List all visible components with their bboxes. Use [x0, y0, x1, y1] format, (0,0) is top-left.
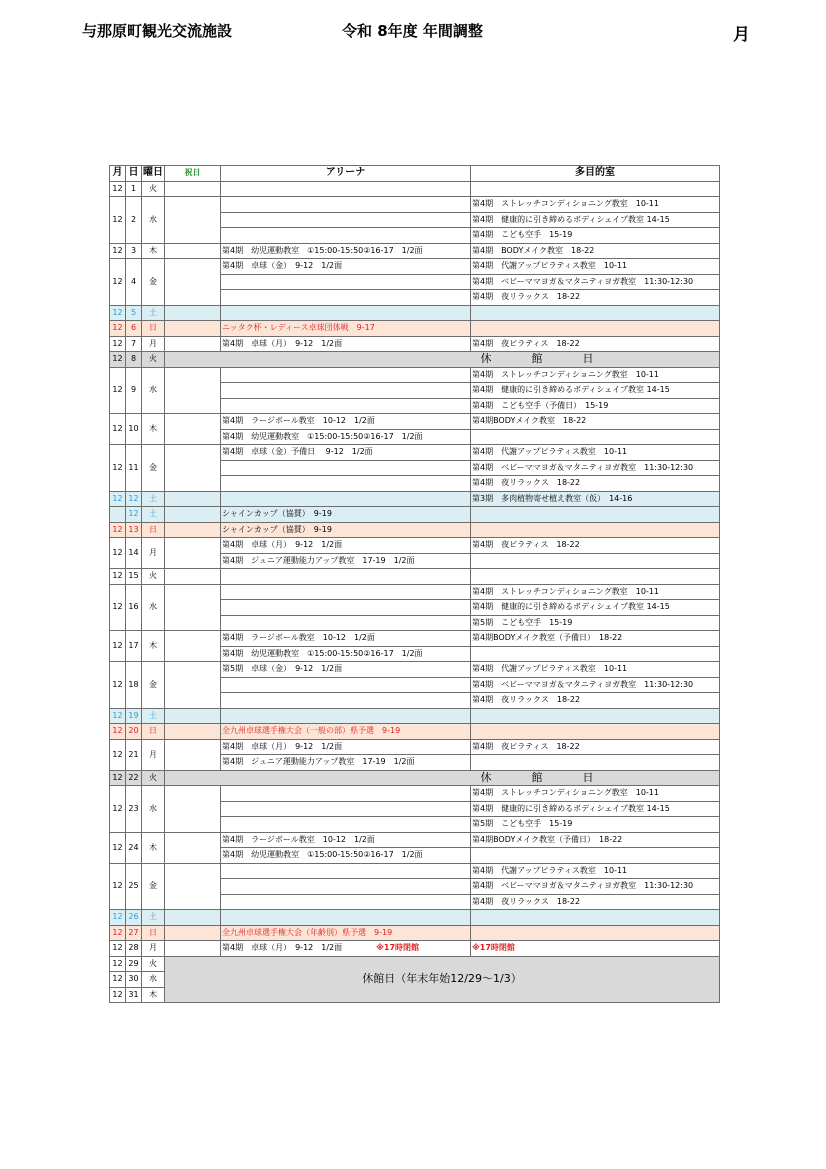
- cell-arena: 第4期 幼児運動教室 ①15:00-15:50②16-17 1/2面: [221, 429, 471, 445]
- table-row: [110, 863, 720, 879]
- cell-holiday: [165, 305, 221, 321]
- table-row: [110, 414, 720, 430]
- cell-month: 12: [110, 972, 126, 988]
- cell-room: 第4期BODYメイク教室（予備日） 18-22: [471, 631, 720, 647]
- table-row: [110, 569, 720, 585]
- cell-arena: 第4期 卓球（月） 9-12 1/2面: [221, 739, 471, 755]
- cell-month: 12: [110, 631, 126, 662]
- cell-day: 23: [126, 786, 142, 833]
- cell-arena: [221, 894, 471, 910]
- cell-holiday: [165, 367, 221, 414]
- cell-room: 第4期 夜ピラティス 18-22: [471, 739, 720, 755]
- cell-arena: [221, 476, 471, 492]
- cell-month: 12: [110, 987, 126, 1003]
- cell-room: [471, 305, 720, 321]
- cell-arena: [221, 786, 471, 802]
- cell-room: [471, 755, 720, 771]
- cell-weekday: 日: [142, 925, 165, 941]
- cell-day: 28: [126, 941, 142, 957]
- cell-weekday: 日: [142, 724, 165, 740]
- cell-room: 第4期 健康的に引き締めるボディシェイプ教室 14-15: [471, 801, 720, 817]
- cell-holiday: [165, 739, 221, 770]
- cell-holiday: [165, 522, 221, 538]
- cell-weekday: 日: [142, 321, 165, 337]
- cell-holiday: [165, 445, 221, 492]
- cell-month: 12: [110, 925, 126, 941]
- cell-arena: [221, 615, 471, 631]
- cell-weekday: 金: [142, 259, 165, 306]
- cell-arena: [221, 305, 471, 321]
- cell-room: 第4期 ストレッチコンディショニング教室 10-11: [471, 786, 720, 802]
- cell-day: 25: [126, 863, 142, 910]
- table-row: [110, 197, 720, 213]
- cell-arena: [221, 383, 471, 399]
- cell-arena: [221, 274, 471, 290]
- cell-arena: 第5期 卓球（金） 9-12 1/2面: [221, 662, 471, 678]
- cell-holiday: [165, 832, 221, 863]
- cell-month: 12: [110, 491, 126, 507]
- cell-room: 第4期 BODYメイク教室 18-22: [471, 243, 720, 259]
- cell-holiday: [165, 491, 221, 507]
- table-row: [110, 352, 720, 368]
- cell-room: 第4期 夜リラックス 18-22: [471, 290, 720, 306]
- table-row: [110, 321, 720, 337]
- cell-month: 12: [110, 724, 126, 740]
- cell-holiday: [165, 910, 221, 926]
- cell-room: 第4期 夜リラックス 18-22: [471, 693, 720, 709]
- cell-day: 29: [126, 956, 142, 972]
- cell-arena: [221, 801, 471, 817]
- month-label: 月: [733, 25, 750, 45]
- table-row: [110, 662, 720, 678]
- cell-room: 第4期 健康的に引き締めるボディシェイプ教室 14-15: [471, 383, 720, 399]
- cell-month: 12: [110, 786, 126, 833]
- cell-day: 12: [126, 491, 142, 507]
- arena-text: 第4期 卓球（月） 9-12 1/2面: [222, 943, 343, 953]
- cell-day: 18: [126, 662, 142, 709]
- cell-room: 第4期 夜ピラティス 18-22: [471, 336, 720, 352]
- cell-day: 6: [126, 321, 142, 337]
- cell-arena: 第4期 卓球（金） 9-12 1/2面: [221, 259, 471, 275]
- cell-room: [471, 553, 720, 569]
- cell-arena: [221, 863, 471, 879]
- cell-weekday: 火: [142, 956, 165, 972]
- cell-room: 第4期 ベビーママヨガ＆マタニティヨガ教室 11:30-12:30: [471, 677, 720, 693]
- cell-day: 27: [126, 925, 142, 941]
- closed-char: 館: [531, 352, 543, 366]
- cell-weekday: 水: [142, 584, 165, 631]
- cell-holiday: [165, 584, 221, 631]
- cell-weekday: 土: [142, 910, 165, 926]
- cell-arena: [221, 600, 471, 616]
- closed-char: 日: [582, 770, 594, 784]
- table-row: [110, 956, 720, 972]
- closed-char: 休: [480, 352, 492, 366]
- cell-weekday: 木: [142, 414, 165, 445]
- cell-arena: 第4期 ジュニア運動能力アップ教室 17-19 1/2面: [221, 553, 471, 569]
- cell-room: [471, 507, 720, 523]
- cell-arena: 第4期 卓球（月） 9-12 1/2面: [221, 336, 471, 352]
- cell-arena: [221, 584, 471, 600]
- cell-arena: [221, 693, 471, 709]
- table-row: [110, 631, 720, 647]
- cell-weekday: 金: [142, 445, 165, 492]
- cell-holiday: [165, 569, 221, 585]
- document-title: 令和 8年度 年間調整: [342, 22, 483, 40]
- cell-day: 26: [126, 910, 142, 926]
- cell-holiday: [165, 243, 221, 259]
- cell-day: 19: [126, 708, 142, 724]
- cell-arena: [221, 398, 471, 414]
- cell-room: 第5期 こども空手 15-19: [471, 615, 720, 631]
- cell-month: 12: [110, 941, 126, 957]
- table-row: [110, 832, 720, 848]
- table-row: [110, 925, 720, 941]
- cell-room: [471, 569, 720, 585]
- cell-arena: [221, 290, 471, 306]
- table-row: [110, 910, 720, 926]
- cell-weekday: 火: [142, 181, 165, 197]
- cell-month: 12: [110, 584, 126, 631]
- cell-weekday: 日: [142, 522, 165, 538]
- cell-room: [471, 181, 720, 197]
- cell-day: 9: [126, 367, 142, 414]
- cell-day: 11: [126, 445, 142, 492]
- cell-holiday: [165, 197, 221, 244]
- cell-arena: 第4期 ラージボール教室 10-12 1/2面: [221, 832, 471, 848]
- cell-holiday: [165, 414, 221, 445]
- cell-weekday: 木: [142, 832, 165, 863]
- cell-month: 12: [110, 662, 126, 709]
- cell-room: 第4期 ベビーママヨガ＆マタニティヨガ教室 11:30-12:30: [471, 460, 720, 476]
- cell-day: 8: [126, 352, 142, 368]
- cell-month: 12: [110, 445, 126, 492]
- closed-char: 日: [582, 352, 594, 366]
- table-row: [110, 708, 720, 724]
- table-row: [110, 584, 720, 600]
- cell-day: 30: [126, 972, 142, 988]
- cell-room: 第4期BODYメイク教室 18-22: [471, 414, 720, 430]
- col-room: 多目的室: [471, 166, 720, 182]
- cell-month: 12: [110, 708, 126, 724]
- cell-room: [471, 925, 720, 941]
- cell-month: 12: [110, 181, 126, 197]
- closed-char: 館: [531, 770, 543, 784]
- cell-weekday: 月: [142, 941, 165, 957]
- cell-weekday: 木: [142, 631, 165, 662]
- cell-arena: [221, 569, 471, 585]
- cell-room: 第4期 ベビーママヨガ＆マタニティヨガ教室 11:30-12:30: [471, 274, 720, 290]
- cell-holiday: [165, 538, 221, 569]
- cell-weekday: 金: [142, 662, 165, 709]
- cell-day: 13: [126, 522, 142, 538]
- cell-arena: 第4期 卓球（金）予備日 9-12 1/2面: [221, 445, 471, 461]
- cell-room: 第4期 ストレッチコンディショニング教室 10-11: [471, 584, 720, 600]
- cell-holiday: [165, 941, 221, 957]
- cell-holiday: [165, 321, 221, 337]
- cell-holiday: [165, 336, 221, 352]
- cell-room: 第4期 ストレッチコンディショニング教室 10-11: [471, 367, 720, 383]
- table-row: [110, 305, 720, 321]
- cell-weekday: 水: [142, 197, 165, 244]
- schedule-table: [109, 165, 720, 1003]
- cell-room: 第4期BODYメイク教室（予備日） 18-22: [471, 832, 720, 848]
- col-arena: アリーナ: [221, 166, 471, 182]
- table-row: [110, 538, 720, 554]
- cell-month: 12: [110, 522, 126, 538]
- cell-room: [471, 321, 720, 337]
- cell-arena: [221, 910, 471, 926]
- cell-arena: 第4期 幼児運動教室 ①15:00-15:50②16-17 1/2面: [221, 848, 471, 864]
- cell-month: 12: [110, 770, 126, 786]
- cell-day: 15: [126, 569, 142, 585]
- cell-day: 1: [126, 181, 142, 197]
- cell-arena: 全九州卓球選手権大会（一般の部）県予選 9-19: [221, 724, 471, 740]
- cell-room: 第4期 代謝アップピラティス教室 10-11: [471, 259, 720, 275]
- cell-room: 第4期 こども空手 15-19: [471, 228, 720, 244]
- cell-holiday: [165, 708, 221, 724]
- cell-month: 12: [110, 569, 126, 585]
- cell-day: 21: [126, 739, 142, 770]
- cell-arena: [221, 817, 471, 833]
- cell-arena: [221, 491, 471, 507]
- cell-weekday: 木: [142, 987, 165, 1003]
- cell-day: 2: [126, 197, 142, 244]
- cell-arena: 第4期 ジュニア運動能力アップ教室 17-19 1/2面: [221, 755, 471, 771]
- cell-arena: [221, 708, 471, 724]
- cell-weekday: 火: [142, 770, 165, 786]
- cell-day: 22: [126, 770, 142, 786]
- cell-day: 20: [126, 724, 142, 740]
- cell-month: 12: [110, 243, 126, 259]
- cell-room: 第5期 こども空手 15-19: [471, 817, 720, 833]
- early-close-note: ※17時閉館: [376, 943, 420, 953]
- cell-room: [471, 910, 720, 926]
- cell-arena: [221, 367, 471, 383]
- cell-arena: 第4期 幼児運動教室 ①15:00-15:50②16-17 1/2面: [221, 646, 471, 662]
- cell-month: 12: [110, 832, 126, 863]
- cell-holiday: [165, 631, 221, 662]
- closed-day-cell: [165, 352, 720, 368]
- table-row: [110, 491, 720, 507]
- cell-arena: 第4期 ラージボール教室 10-12 1/2面: [221, 631, 471, 647]
- cell-month: 12: [110, 197, 126, 244]
- cell-room: 第4期 夜リラックス 18-22: [471, 476, 720, 492]
- cell-arena: ニッタク杯・レディース卓球団体戦 9-17: [221, 321, 471, 337]
- cell-day: 7: [126, 336, 142, 352]
- cell-room: 第4期 代謝アップピラティス教室 10-11: [471, 662, 720, 678]
- cell-holiday: [165, 786, 221, 833]
- table-header-row: [110, 166, 720, 182]
- cell-month: 12: [110, 863, 126, 910]
- cell-day: 17: [126, 631, 142, 662]
- cell-holiday: [165, 507, 221, 523]
- cell-weekday: 金: [142, 863, 165, 910]
- cell-arena: [221, 879, 471, 895]
- cell-month: 12: [110, 352, 126, 368]
- cell-arena: シャインカップ（協賛） 9-19: [221, 522, 471, 538]
- cell-arena: [221, 212, 471, 228]
- cell-month: 12: [110, 321, 126, 337]
- cell-room: 第4期 夜ピラティス 18-22: [471, 538, 720, 554]
- cell-day: 3: [126, 243, 142, 259]
- table-row: [110, 724, 720, 740]
- cell-month: 12: [110, 305, 126, 321]
- cell-weekday: 木: [142, 243, 165, 259]
- cell-arena: [221, 941, 471, 957]
- table-row: [110, 507, 720, 523]
- cell-arena: [221, 197, 471, 213]
- cell-day: 10: [126, 414, 142, 445]
- cell-month: 12: [110, 910, 126, 926]
- cell-weekday: 月: [142, 538, 165, 569]
- cell-month: 12: [110, 956, 126, 972]
- year-end-closed-cell: 休館日（年末年始12/29～1/3）: [165, 956, 720, 1003]
- cell-room: 第3期 多肉植物寄せ植え教室（仮） 14-16: [471, 491, 720, 507]
- table-row: [110, 259, 720, 275]
- cell-month: [110, 507, 126, 523]
- cell-weekday: 水: [142, 367, 165, 414]
- cell-room: 第4期 夜リラックス 18-22: [471, 894, 720, 910]
- cell-room: 第4期 こども空手（予備日） 15-19: [471, 398, 720, 414]
- col-day: 日: [126, 166, 142, 182]
- cell-room: [471, 848, 720, 864]
- cell-weekday: 土: [142, 491, 165, 507]
- cell-day: 14: [126, 538, 142, 569]
- cell-weekday: 水: [142, 972, 165, 988]
- cell-room: 第4期 代謝アップピラティス教室 10-11: [471, 863, 720, 879]
- cell-holiday: [165, 724, 221, 740]
- cell-day: 12: [126, 507, 142, 523]
- cell-room: [471, 522, 720, 538]
- cell-weekday: 火: [142, 352, 165, 368]
- cell-room: [471, 708, 720, 724]
- cell-room: 第4期 ベビーママヨガ＆マタニティヨガ教室 11:30-12:30: [471, 879, 720, 895]
- cell-room: [471, 941, 720, 957]
- cell-arena: 第4期 卓球（月） 9-12 1/2面: [221, 538, 471, 554]
- cell-room: 第4期 健康的に引き締めるボディシェイプ教室 14-15: [471, 212, 720, 228]
- table-row: [110, 367, 720, 383]
- closed-char: 休: [480, 770, 492, 784]
- cell-month: 12: [110, 739, 126, 770]
- cell-weekday: 火: [142, 569, 165, 585]
- cell-weekday: 土: [142, 708, 165, 724]
- col-holiday: 祝日: [165, 166, 221, 182]
- cell-weekday: 月: [142, 739, 165, 770]
- table-row: [110, 181, 720, 197]
- cell-arena: [221, 677, 471, 693]
- cell-day: 16: [126, 584, 142, 631]
- cell-room: [471, 429, 720, 445]
- cell-holiday: [165, 181, 221, 197]
- cell-room: 第4期 健康的に引き締めるボディシェイプ教室 14-15: [471, 600, 720, 616]
- table-row: [110, 941, 720, 957]
- cell-month: 12: [110, 414, 126, 445]
- cell-room: [471, 724, 720, 740]
- cell-arena: [221, 228, 471, 244]
- cell-month: 12: [110, 367, 126, 414]
- cell-weekday: 月: [142, 336, 165, 352]
- table-row: [110, 786, 720, 802]
- cell-arena: シャインカップ（協賛） 9-19: [221, 507, 471, 523]
- cell-arena: 第4期 ラージボール教室 10-12 1/2面: [221, 414, 471, 430]
- cell-arena: 全九州卓球選手権大会（年齢別）県予選 9-19: [221, 925, 471, 941]
- facility-name: 与那原町観光交流施設: [82, 22, 233, 40]
- cell-day: 4: [126, 259, 142, 306]
- table-row: [110, 336, 720, 352]
- table-row: [110, 445, 720, 461]
- table-row: [110, 522, 720, 538]
- cell-holiday: [165, 662, 221, 709]
- cell-arena: 第4期 幼児運動教室 ①15:00-15:50②16-17 1/2面: [221, 243, 471, 259]
- cell-holiday: [165, 925, 221, 941]
- col-weekday: 曜日: [142, 166, 165, 182]
- cell-month: 12: [110, 538, 126, 569]
- table-row: [110, 243, 720, 259]
- table-row: [110, 770, 720, 786]
- cell-weekday: 土: [142, 305, 165, 321]
- table-row: [110, 739, 720, 755]
- cell-holiday: [165, 259, 221, 306]
- col-month: 月: [110, 166, 126, 182]
- early-close-note: ※17時閉館: [472, 943, 515, 953]
- cell-month: 12: [110, 259, 126, 306]
- cell-day: 31: [126, 987, 142, 1003]
- cell-day: 5: [126, 305, 142, 321]
- cell-room: 第4期 ストレッチコンディショニング教室 10-11: [471, 197, 720, 213]
- cell-room: [471, 646, 720, 662]
- cell-month: 12: [110, 336, 126, 352]
- cell-weekday: 水: [142, 786, 165, 833]
- cell-holiday: [165, 863, 221, 910]
- cell-room: 第4期 代謝アップピラティス教室 10-11: [471, 445, 720, 461]
- cell-weekday: 土: [142, 507, 165, 523]
- closed-day-cell: [165, 770, 720, 786]
- cell-day: 24: [126, 832, 142, 863]
- cell-arena: [221, 460, 471, 476]
- cell-arena: [221, 181, 471, 197]
